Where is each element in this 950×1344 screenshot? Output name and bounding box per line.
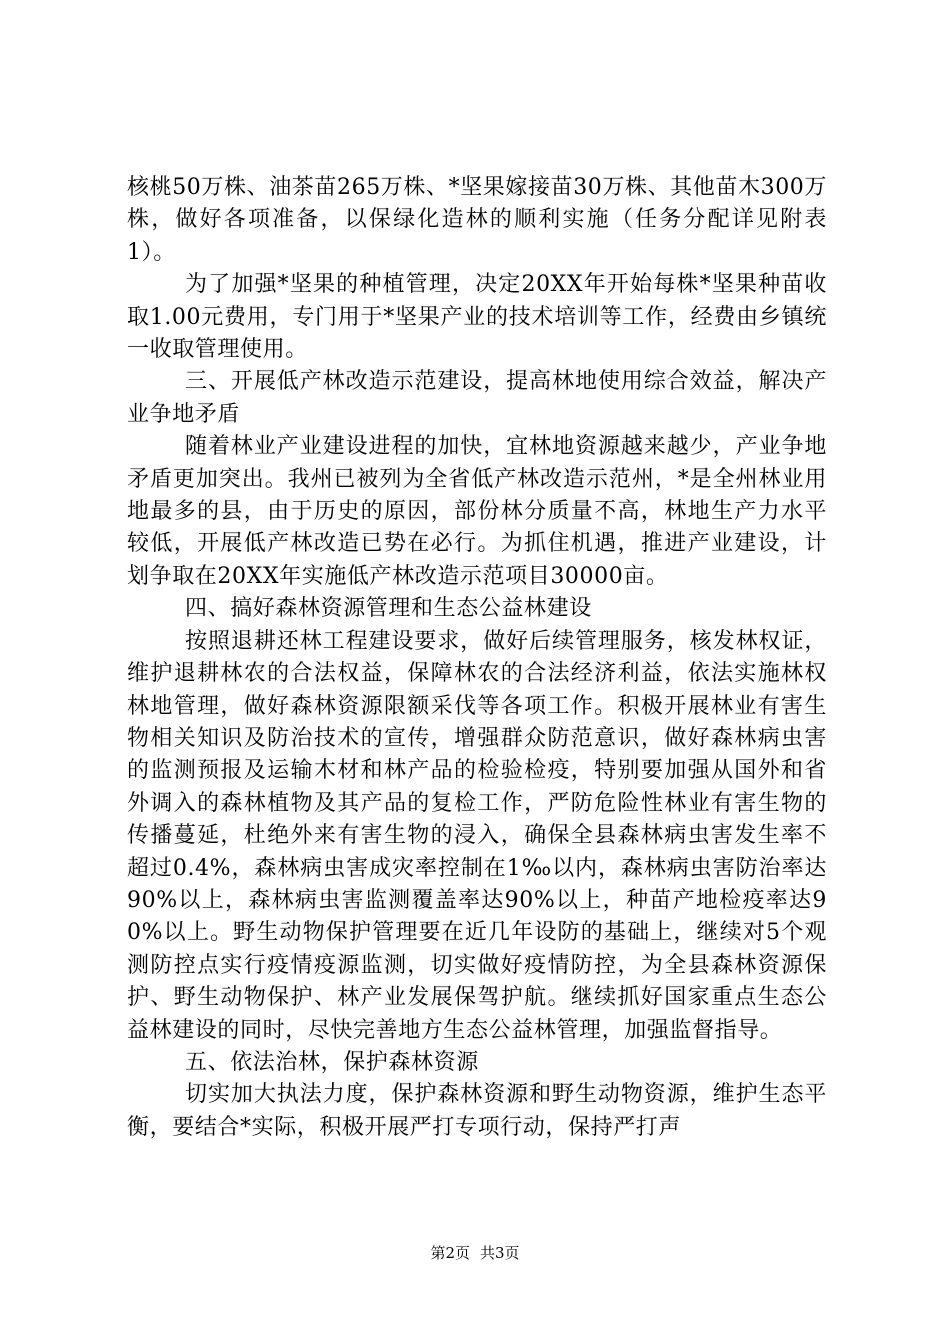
page-number: 第2页	[430, 1244, 470, 1262]
paragraph-forest-management: 按照退耕还林工程建设要求，做好后续管理服务，核发林权证，维护退耕林农的合法权益，保障林农的合法经济利益，依法实施林权林地管理，做好森林资源限额采伐等各项工作。积极开展林业有害生物相关知识及防治技术的宣传，增强群众防范意识，做好森林病虫害的监测预报及运输木材和林产品的检验检疫，特别要加强从国外和省外调入的森林植物及其产品的复检工作，严防危险性林业有害生物的传播蔓延，杜绝外来有害生物的浸入，确保全县森林病虫害发生率不超过0.4%，森林病虫害成灾率控制在1‰以内，森林病虫害防治率达90%以上，森林病虫害监测覆盖率达90%以上，种苗产地检疫率达90%以上。野生动物保护管理要在近几年设防的基础上，继续对5个观测防控点实行疫情疫源监测，切实做好疫情防控，为全县森林资源保护、野生动物保护、林产业发展保驾护航。继续抓好国家重点生态公益林建设的同时，尽快完善地方生态公益林管理，加强监督指导。	[127, 628, 827, 1043]
section-heading-4: 四、搞好森林资源管理和生态公益林建设	[185, 596, 592, 622]
body-text	[127, 172, 827, 1144]
page-footer	[0, 1243, 950, 1263]
paragraph-continuation: 核桃50万株、油茶苗265万株、*坚果嫁接苗30万株、其他苗木300万株，做好各项准备，以保绿化造林的顺利实施（任务分配详见附表1）。	[127, 175, 827, 265]
section-heading-3: 三、开展低产林改造示范建设，提高林地使用综合效益，解决产业争地矛盾	[127, 369, 827, 427]
section-heading-5: 五、依法治林，保护森林资源	[185, 1049, 479, 1075]
paragraph-low-yield-forest: 随着林业产业建设进程的加快，宜林地资源越来越少，产业争地矛盾更加突出。我州已被列为全省低产林改造示范州，*是全州林业用地最多的县，由于历史的原因，部份林分质量不高，林地生产力水平较低，开展低产林改造已势在必行。为抓住机遇，推进产业建设，计划争取在20XX年实施低产林改造示范项目30000亩。	[127, 434, 827, 589]
page-total: 共3页	[480, 1244, 520, 1262]
paragraph-law-enforcement: 切实加大执法力度，保护森林资源和野生动物资源，维护生态平衡，要结合*实际，积极开展严打专项行动，保持严打声	[127, 1082, 827, 1140]
paragraph-fee-policy: 为了加强*坚果的种植管理，决定20XX年开始每株*坚果种苗收取1.00元费用，专门用于*坚果产业的技术培训等工作，经费由乡镇统一收取管理使用。	[127, 272, 827, 363]
